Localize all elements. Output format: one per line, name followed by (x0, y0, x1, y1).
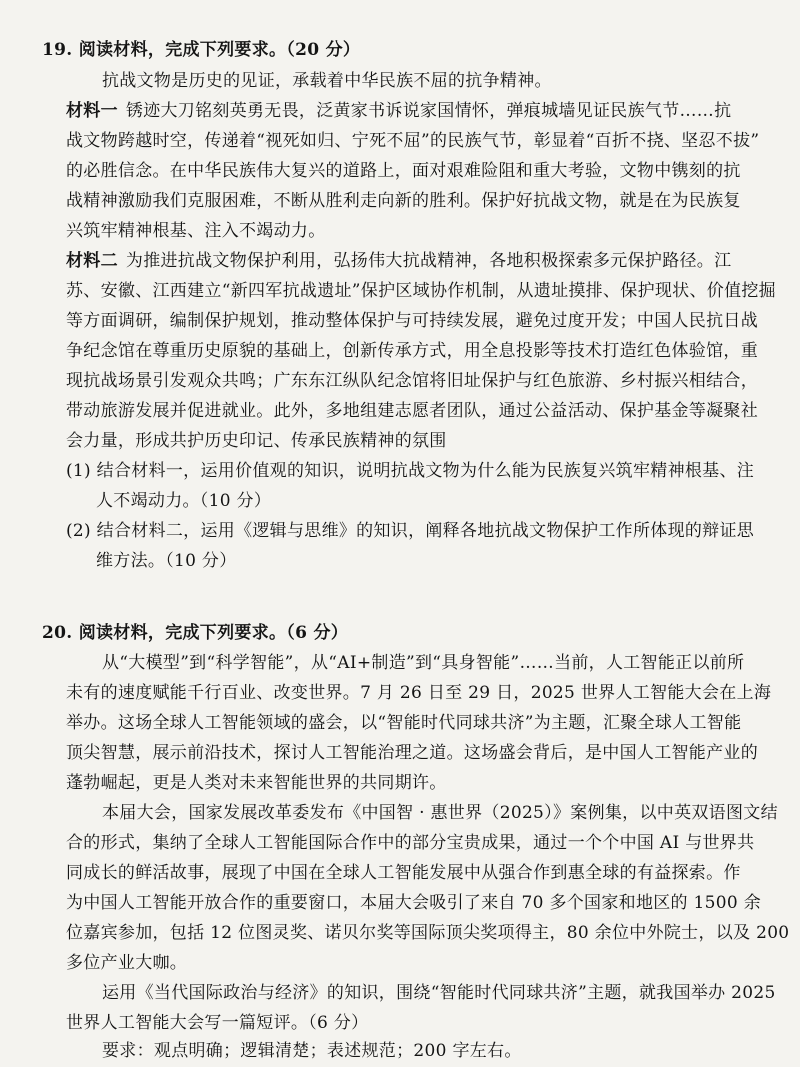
q19-material2-line-1 (66, 246, 731, 276)
q20-paragraph2-line-4: 为中国人工智能开放合作的重要窗口，本届大会吸引了来自 70 多个国家和地区的 1500 余 (66, 893, 762, 913)
q19-header: 19. 阅读材料，完成下列要求。（20 分） (42, 40, 361, 60)
q19-material2-line-7: 会力量，形成共护历史印记、传承民族精神的氛围 (66, 431, 447, 451)
q19-material1-line-4: 战精神激励我们克服困难，不断从胜利走向新的胜利。保护好抗战文物，就是在为民族复 (66, 191, 741, 211)
q20-requirement: 要求：观点明确；逻辑清楚；表述规范；200 字左右。 (102, 1041, 522, 1061)
q19-material2-text-1: 为推进抗战文物保护利用，弘扬伟大抗战精神，各地积极探索多元保护路径。江 (125, 251, 732, 271)
q19-material1-text-1: 锈迹大刀铭刻英勇无畏，泛黄家书诉说家国情怀，弹痕城墙见证民族气节……抗 (125, 101, 732, 121)
q19-material1-label: 材料一 (66, 101, 118, 121)
q20-paragraph1-line-3: 举办。这场全球人工智能领域的盛会，以“智能时代同球共济”为主题，汇聚全球人工智能 (66, 713, 742, 733)
q19-material2-line-2: 苏、安徽、江西建立“新四军抗战遗址”保护区域协作机制，从遗址摸排、保护现状、价值挖掘 (66, 281, 776, 301)
q20-task-line-1: 运用《当代国际政治与经济》的知识，围绕“智能时代同球共济”主题，就我国举办 2025 (102, 983, 776, 1003)
q19-material1-line-1 (66, 96, 731, 126)
q19-material2-line-4: 争纪念馆在尊重历史原貌的基础上，创新传承方式，用全息投影等技术打造红色体验馆，重 (66, 341, 758, 361)
q20-paragraph2-line-2: 合的形式，集纳了全球人工智能国际合作中的部分宝贵成果，通过一个个中国 AI 与世界共 (66, 833, 755, 853)
q20-task-line-2: 世界人工智能大会写一篇短评。（6 分） (66, 1013, 369, 1033)
q19-material2-line-6: 带动旅游发展并促进就业。此外，多地组建志愿者团队，通过公益活动、保护基金等凝聚社 (66, 401, 758, 421)
q19-material2-label: 材料二 (66, 251, 118, 271)
q19-subquestion-1-line-1: (1) 结合材料一，运用价值观的知识，说明抗战文物为什么能为民族复兴筑牢精神根基、注 (66, 461, 755, 481)
q20-paragraph1-line-4: 顶尖智慧，展示前沿技术，探讨人工智能治理之道。这场盛会背后，是中国人工智能产业的 (66, 743, 758, 763)
q19-material2-line-3: 等方面调研，编制保护规划，推动整体保护与可持续发展，避免过度开发；中国人民抗日战 (66, 311, 758, 331)
q19-subquestion-2-line-2: 维方法。（10 分） (96, 551, 237, 571)
q20-header: 20. 阅读材料，完成下列要求。（6 分） (42, 623, 349, 643)
q20-paragraph2-line-6: 多位产业大咖。 (66, 953, 188, 973)
q19-material1-line-3: 的必胜信念。在中华民族伟大复兴的道路上，面对艰难险阻和重大考验，文物中镌刻的抗 (66, 161, 741, 181)
q19-subquestion-1-line-2: 人不竭动力。（10 分） (96, 491, 272, 511)
q20-paragraph2-line-1: 本届大会，国家发展改革委发布《中国智 · 惠世界（2025）》案例集，以中英双语图文结 (102, 803, 778, 823)
q20-paragraph1-line-5: 蓬勃崛起，更是人类对未来智能世界的共同期许。 (66, 773, 447, 793)
q19-material1-line-5: 兴筑牢精神根基、注入不竭动力。 (66, 221, 326, 241)
q20-paragraph2-line-3: 同成长的鲜活故事，展现了中国在全球人工智能发展中从强合作到惠全球的有益探索。作 (66, 863, 741, 883)
q19-material1-line-2: 战文物跨越时空，传递着“视死如归、宁死不屈”的民族气节，彰显着“百折不挠、坚忍不拔” (66, 131, 760, 151)
q19-material2-line-5: 现抗战场景引发观众共鸣；广东东江纵队纪念馆将旧址保护与红色旅游、乡村振兴相结合， (66, 371, 758, 391)
q19-intro: 抗战文物是历史的见证，承载着中华民族不屈的抗争精神。 (102, 71, 552, 91)
q19-subquestion-2-line-1: (2) 结合材料二，运用《逻辑与思维》的知识，阐释各地抗战文物保护工作所体现的辩证思 (66, 521, 755, 541)
q20-paragraph1-line-2: 未有的速度赋能千行百业、改变世界。7 月 26 日至 29 日，2025 世界人工智能大会在上海 (66, 683, 772, 703)
q20-paragraph1-line-1: 从“大模型”到“科学智能”，从“AI+制造”到“具身智能”……当前，人工智能正以前所 (102, 653, 745, 673)
q20-paragraph2-line-5: 位嘉宾参加，包括 12 位图灵奖、诺贝尔奖等国际顶尖奖项得主，80 余位中外院士，以及 200 (66, 923, 790, 943)
